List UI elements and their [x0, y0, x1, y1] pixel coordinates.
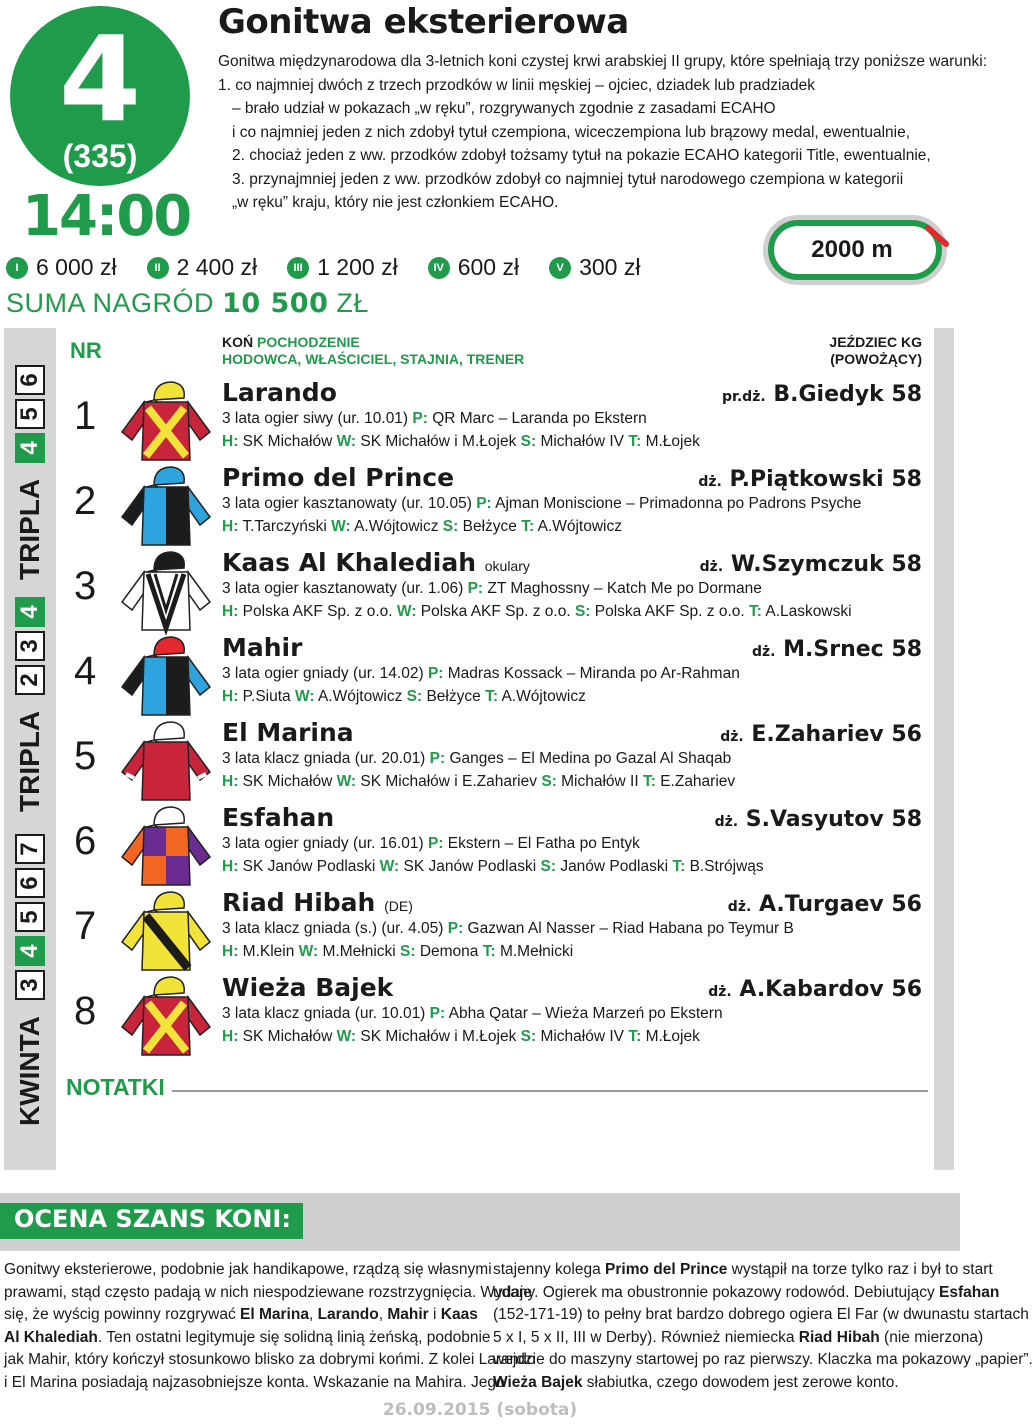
prize-amount: 6 000 zł: [36, 254, 117, 280]
horse-name: [222, 718, 354, 747]
horse-name-text: Mahir: [222, 633, 303, 662]
breeder-label: H:: [222, 688, 239, 705]
jockey-silks: [118, 716, 214, 804]
pedigree: Abha Qatar – Wieża Marzeń po Ekstern: [448, 1005, 723, 1022]
breeder-label: H:: [222, 858, 239, 875]
prize-place-badge: II: [147, 257, 169, 279]
breeder: P.Siuta: [242, 688, 291, 705]
prize-amount: 2 400 zł: [176, 254, 258, 280]
assessment-line: [493, 1372, 955, 1395]
assessment-line: [4, 1327, 491, 1350]
jockey-silks-icon: [118, 971, 214, 1059]
bet-box: 7: [15, 834, 45, 864]
assessment-line: [4, 1349, 536, 1372]
stable: Demona: [419, 943, 479, 960]
bet-box: 3: [15, 631, 45, 661]
assessment-text: słabiutka, czego dowodem jest zerowe konto.: [582, 1373, 899, 1391]
jockey-silks: [118, 971, 214, 1059]
horse-mention: Mahir: [387, 1306, 429, 1323]
horse-header-line2: HODOWCA, WŁAŚCICIEL, STAJNIA, TRENER: [222, 351, 525, 367]
assessment-text: wystąpił na torze tylko raz i był to start: [727, 1261, 993, 1278]
horse-mention: Primo del Prince: [605, 1261, 728, 1278]
trainer: M.Łojek: [645, 433, 700, 450]
distance-label: 2000 m: [811, 236, 893, 263]
assessment-text: Gonitwy eksterierowe, podobnie jak handikapowe, rządzą się własnymi: [4, 1261, 492, 1278]
pedigree: ZT Maghossny – Katch Me po Dormane: [487, 580, 762, 597]
horse-name-text: Riad Hibah: [222, 888, 376, 917]
prize-place-badge: III: [287, 257, 309, 279]
horse-details: [222, 495, 861, 513]
runner-number: 5: [74, 734, 97, 778]
prize-item: [549, 254, 640, 281]
pedigree-label: P:: [476, 495, 492, 512]
bet-type-label: TRIPLA: [14, 478, 45, 580]
trainer: M.Mełnicki: [499, 943, 574, 960]
assessment-title: OCENA SZANS KONI:: [0, 1203, 303, 1239]
owner: M.Mełnicki: [322, 943, 396, 960]
breeder: Polska AKF Sp. z o.o.: [242, 603, 393, 620]
assessment-text: (152-171-19) to pełny brat bardzo dobrego ogiera El Far (w dwunastu startach: [493, 1306, 1029, 1323]
assessment-text: ,: [308, 1306, 318, 1323]
assessment-line: [493, 1259, 993, 1282]
bet-box: 4: [15, 597, 45, 627]
stable-label: S:: [520, 1028, 537, 1045]
stable: Michałów IV: [540, 433, 625, 450]
bet-type-label: KWINTA: [14, 1016, 45, 1126]
runner-number: 1: [74, 394, 97, 438]
horse-mention: Esfahan: [939, 1283, 1000, 1301]
assessment-right-column: [493, 1259, 1033, 1394]
prize-item: [147, 254, 258, 281]
horse-connections: [222, 858, 764, 876]
stable-label: S:: [540, 858, 556, 875]
race-title: Gonitwa eksterierowa: [218, 2, 629, 42]
assessment-text: się, że wyścig powinny rozgrywać: [4, 1306, 241, 1323]
stable-label: S:: [406, 688, 423, 705]
horse-details: [222, 580, 762, 598]
horse-age-sex-color: 3 lata ogier gniady (ur. 14.02): [222, 665, 424, 682]
trainer-label: T:: [749, 603, 762, 620]
jockey-header-line2: (POWOŻĄCY): [830, 351, 922, 367]
horse-mention: Kaas: [440, 1306, 478, 1323]
assessment-line: [4, 1304, 478, 1327]
breeder-label: H:: [222, 1028, 239, 1045]
horse-name: [222, 888, 413, 917]
horse-connections: [222, 688, 586, 706]
runners-table: [56, 328, 934, 1170]
jockey-silks: [118, 376, 214, 464]
horse-name: [222, 378, 337, 407]
breeder-label: H:: [222, 433, 239, 450]
trainer-label: T:: [628, 1028, 642, 1045]
stable-label: S:: [442, 518, 459, 535]
owner: A.Wójtowicz: [354, 518, 439, 535]
trainer-label: T:: [628, 433, 642, 450]
horse-age-sex-color: 3 lata ogier gniady (ur. 16.01): [222, 835, 424, 852]
horse-name-text: Larando: [222, 378, 337, 407]
notes-line: [172, 1090, 928, 1092]
horse-details: [222, 1005, 723, 1023]
horse-mention: Riad Hibah: [798, 1328, 880, 1346]
prize-place-badge: IV: [428, 257, 450, 279]
runner-row: [56, 888, 934, 973]
pedigree: Ganges – El Medina po Gazal Al Shaqab: [449, 750, 732, 767]
runner-number: 4: [74, 649, 97, 693]
prize-sum: [6, 288, 369, 319]
stable-label: S:: [541, 773, 557, 790]
jockey-prefix: pr.dż.: [721, 389, 766, 405]
runner-number: 3: [74, 564, 97, 608]
trainer-label: T:: [482, 943, 496, 960]
jockey-silks: [118, 461, 214, 549]
assessment-text: (nie mierzona): [879, 1328, 984, 1346]
assessment-text: ,: [378, 1306, 388, 1323]
runner-row: [56, 548, 934, 633]
condition-line: Gonitwa międzynarodowa dla 3-letnich koni czystej krwi arabskiej II grupy, które spełniają trzy poniższe warunki:: [218, 53, 988, 70]
owner: Polska AKF Sp. z o.o.: [420, 603, 571, 620]
horse-name-text: Kaas Al Khalediah: [222, 548, 477, 577]
jockey: [700, 552, 922, 577]
jockey-silks-icon: [118, 716, 214, 804]
pedigree: Gazwan Al Nasser – Riad Habana po Teymur B: [467, 920, 794, 937]
horse-header-a: KOŃ: [222, 334, 254, 350]
jockey-name: P.Piątkowski 58: [729, 467, 922, 492]
pedigree: Madras Kossack – Miranda po Ar-Rahman: [447, 665, 740, 682]
race-number: 4: [58, 10, 142, 148]
prize-sum-label: SUMA NAGRÓD: [6, 288, 215, 318]
trainer-label: T:: [485, 688, 498, 705]
pedigree-label: P:: [427, 665, 444, 682]
jockey-silks-icon: [118, 886, 214, 974]
trainer: A.Wójtowicz: [537, 518, 622, 535]
jockey-name: E.Zahariev 56: [751, 722, 922, 747]
jockey-name: B.Giedyk 58: [773, 382, 922, 407]
pedigree-label: P:: [427, 835, 444, 852]
runner-row: [56, 718, 934, 803]
jockey-name: W.Szymczuk 58: [730, 552, 922, 577]
horse-connections: [222, 433, 700, 451]
prize-item: [287, 254, 398, 281]
bet-box: 3: [15, 970, 45, 1000]
stable: Polska AKF Sp. z o.o.: [594, 603, 745, 620]
horse-name: [222, 803, 334, 832]
stable: Bełżyce: [426, 688, 481, 705]
owner: SK Michałów i E.Zahariev: [360, 773, 537, 790]
horse-age-sex-color: 3 lata ogier kasztanowaty (ur. 1.06): [222, 580, 464, 597]
trainer: M.Łojek: [645, 1028, 700, 1045]
assessment-text: 5 x I, 5 x II, III w Derby). Również niemiecka: [493, 1328, 799, 1346]
owner-label: W:: [336, 433, 357, 450]
footer-date: 26.09.2015 (sobota): [382, 1400, 578, 1420]
jockey-name: S.Vasyutov 58: [745, 807, 922, 832]
jockey-name: M.Srnec 58: [783, 637, 922, 662]
assessment-text: jak Mahir, który kończył stosunkowo blisko za dobrymi końmi. Z kolei Larando: [4, 1351, 536, 1368]
horse-mention: Al Khalediah: [4, 1328, 98, 1346]
horse-mention: Larando: [317, 1306, 379, 1323]
condition-line: 1. co najmniej dwóch z trzech przodków w linii męskiej – ojciec, dziadek lub pradziadek: [218, 76, 816, 94]
runner-row: [56, 633, 934, 718]
assessment-header-bar: [0, 1193, 960, 1251]
bet-box: 5: [15, 399, 45, 429]
breeder-label: H:: [222, 773, 239, 790]
tripla-group-2: [14, 365, 46, 580]
horse-age-sex-color: 3 lata klacz gniada (ur. 20.01): [222, 750, 426, 767]
horse-connections: [222, 518, 622, 536]
bet-box: 6: [15, 365, 45, 395]
jockey: [720, 722, 922, 747]
trainer-label: T:: [521, 518, 535, 535]
horse-connections: [222, 943, 573, 961]
jockey-silks-icon: [118, 461, 214, 549]
jockey-name: A.Turgaev 56: [758, 892, 922, 917]
trainer: E.Zahariev: [660, 773, 736, 790]
owner: SK Michałów i M.Łojek: [360, 433, 517, 450]
horse-header: [222, 334, 524, 368]
breeder-label: H:: [222, 518, 239, 535]
stable-label: S:: [574, 603, 591, 620]
condition-line: „w ręku” kraju, który nie jest członkiem ECAHO.: [232, 194, 559, 211]
prize-amount: 600 zł: [457, 254, 520, 280]
prize-amount: 1 200 zł: [317, 254, 398, 280]
jockey-prefix: dż.: [720, 729, 744, 745]
jockey-silks-icon: [118, 546, 214, 634]
jockey-header: [829, 334, 922, 368]
bet-box: 6: [15, 868, 45, 898]
assessment-text: wejdzie do maszyny startowej po raz pierwszy. Klaczka ma pokazowy „papier”.: [493, 1351, 1033, 1368]
trainer: A.Laskowski: [765, 603, 852, 620]
owner-label: W:: [336, 773, 357, 790]
jockey-silks-icon: [118, 801, 214, 889]
jockey: [698, 467, 922, 492]
jockey-silks: [118, 546, 214, 634]
horse-mention: Wieża Bajek: [493, 1373, 583, 1391]
breeder: T.Tarczyński: [242, 518, 327, 535]
race-time: 14:00: [22, 184, 191, 249]
race-id: (335): [62, 138, 138, 174]
bet-box: 4: [15, 936, 45, 966]
owner-label: W:: [396, 603, 417, 620]
horse-details: [222, 920, 794, 938]
jockey-prefix: dż.: [708, 984, 732, 1000]
jockey: [722, 382, 922, 407]
jockey-prefix: dż.: [698, 474, 722, 490]
horse-details: [222, 835, 640, 853]
jockey: [708, 977, 922, 1002]
horse-header-b: POCHODZENIE: [257, 334, 360, 350]
owner: A.Wójtowicz: [317, 688, 403, 705]
runner-row: [56, 803, 934, 888]
breeder: SK Michałów: [242, 433, 333, 450]
assessment-text: . Ten ostatni legitymuje się solidną linią żeńską, podobnie: [97, 1328, 491, 1346]
horse-mention: El Marina: [240, 1306, 309, 1323]
assessment-line: [4, 1282, 532, 1305]
horse-name: [222, 633, 302, 662]
stable: Janów Podlaski: [560, 858, 669, 875]
assessment-text: i: [428, 1306, 441, 1323]
stable-label: S:: [400, 943, 416, 960]
condition-line: 2. chociaż jeden z ww. przodków zdobył tożsamy tytuł na pokazie ECAHO kategorii Title, ewentualnie,: [232, 147, 931, 164]
jockey: [752, 637, 922, 662]
bet-box: 5: [15, 902, 45, 932]
pedigree: Ekstern – El Fatha po Entyk: [447, 835, 640, 852]
assessment-text: stajenny kolega: [493, 1261, 606, 1278]
assessment-line: [4, 1259, 492, 1282]
distance-badge: [762, 214, 952, 286]
jockey-silks-icon: [118, 376, 214, 464]
prize-sum-value: 10 500: [222, 288, 329, 319]
pedigree-label: P:: [412, 410, 428, 427]
kwinta-group: [14, 834, 46, 1126]
owner-label: W:: [294, 688, 315, 705]
horse-details: [222, 410, 647, 428]
owner-label: W:: [298, 943, 319, 960]
horse-name: [222, 463, 454, 492]
race-number-badge: [10, 6, 190, 186]
prize-sum-currency: ZŁ: [336, 288, 369, 318]
owner-label: W:: [379, 858, 400, 875]
stable: Michałów II: [561, 773, 639, 790]
horse-name-text: El Marina: [222, 718, 354, 747]
horse-name-text: Wieża Bajek: [222, 973, 394, 1002]
jockey-prefix: dż.: [699, 559, 724, 575]
runner-number: 7: [74, 904, 97, 948]
jockey-prefix: dż.: [727, 899, 752, 915]
right-margin-bar: [934, 328, 954, 1170]
horse-name-text: Esfahan: [222, 803, 335, 832]
breeder-label: H:: [222, 603, 239, 620]
trainer: B.Strójwąs: [689, 858, 764, 875]
breeder: M.Klein: [242, 943, 295, 960]
breeder: SK Michałów: [242, 773, 333, 790]
owner-label: W:: [336, 1028, 357, 1045]
assessment-line: [493, 1327, 984, 1350]
prize-place-badge: I: [6, 257, 28, 279]
breeder: SK Janów Podlaski: [242, 858, 376, 875]
bet-box: 4: [15, 433, 45, 463]
owner: SK Janów Podlaski: [403, 858, 537, 875]
assessment-line: [4, 1372, 505, 1395]
pedigree-label: P:: [429, 750, 446, 767]
prize-item: [428, 254, 519, 281]
notes-label: NOTATKI: [66, 1074, 165, 1100]
horse-age-sex-color: 3 lata ogier siwy (ur. 10.01): [222, 410, 409, 427]
assessment-line: [493, 1349, 1033, 1372]
assessment-line: [493, 1282, 1000, 1305]
horse-details: [222, 665, 740, 683]
horse-age-sex-color: 3 lata klacz gniada (ur. 10.01): [222, 1005, 426, 1022]
runner-row: [56, 378, 934, 463]
horse-age-sex-color: 3 lata ogier kasztanowaty (ur. 10.05): [222, 495, 472, 512]
assessment-line: [493, 1304, 1029, 1327]
pedigree: QR Marc – Laranda po Ekstern: [432, 410, 647, 427]
jockey-prefix: dż.: [714, 814, 739, 830]
horse-age-sex-color: 3 lata klacz gniada (s.) (ur. 4.05): [222, 920, 444, 937]
horse-note: (DE): [384, 898, 413, 914]
stable: Michałów IV: [540, 1028, 625, 1045]
jockey-name: A.Kabardov 56: [739, 977, 922, 1002]
runner-row: [56, 973, 934, 1058]
pedigree: Ajman Moniscione – Primadonna po Padrons Psyche: [495, 495, 862, 512]
prize-item: [6, 254, 117, 281]
jockey: [715, 807, 922, 832]
pedigree-label: P:: [447, 920, 464, 937]
pedigree-label: P:: [467, 580, 484, 597]
trainer-label: T:: [672, 858, 686, 875]
horse-details: [222, 750, 731, 768]
jockey-silks: [118, 801, 214, 889]
bet-box: 2: [15, 665, 45, 695]
assessment-text: i El Marina posiadają najzasobniejsze konta. Wskazanie na Mahira. Jego: [4, 1373, 505, 1391]
horse-note: okulary: [484, 558, 530, 574]
horse-name: [222, 548, 530, 577]
condition-line: 3. przynajmniej jeden z ww. przodków zdobył co najmniej tytuł narodowego czempiona w kategorii: [232, 170, 904, 188]
jockey: [728, 892, 922, 917]
runner-number: 2: [74, 479, 97, 523]
assessment-left-column: [4, 1259, 536, 1394]
jockey-silks-icon: [118, 631, 214, 719]
owner: SK Michałów i M.Łojek: [360, 1028, 517, 1045]
condition-line: – brało udział w pokazach „w ręku”, rozgrywanych zgodnie z zasadami ECAHO: [232, 100, 776, 117]
horse-connections: [222, 603, 852, 621]
jockey-silks: [118, 886, 214, 974]
horse-connections: [222, 773, 735, 791]
assessment-text: udany. Ogierek ma obustronnie pokazowy rodowód. Debiutujący: [493, 1283, 940, 1301]
stable: Bełżyce: [462, 518, 517, 535]
condition-line: i co najmniej jeden z nich zdobył tytuł czempiona, wiceczempiona lub brązowy medal, ewentualnie,: [232, 123, 911, 141]
trainer: A.Wójtowicz: [501, 688, 586, 705]
runner-row: [56, 463, 934, 548]
runner-number: 6: [74, 819, 97, 863]
owner-label: W:: [331, 518, 351, 535]
race-conditions: [218, 50, 988, 215]
horse-name: [222, 973, 393, 1002]
breeder-label: H:: [222, 943, 239, 960]
pedigree-label: P:: [429, 1005, 446, 1022]
assessment-text: prawami, stąd często padają w nich niespodziewane rozstrzygnięcia. Wydaje: [4, 1283, 532, 1301]
prize-amount: 300 zł: [579, 254, 641, 280]
breeder: SK Michałów: [242, 1028, 333, 1045]
bet-type-label: TRIPLA: [14, 710, 45, 812]
jockey-prefix: dż.: [751, 644, 776, 660]
jockey-silks: [118, 631, 214, 719]
bet-types-sidebar: [4, 328, 56, 1170]
nr-header: NR: [70, 338, 102, 363]
prize-list: [6, 254, 670, 281]
runner-number: 8: [74, 989, 97, 1033]
stable-label: S:: [520, 433, 537, 450]
horse-connections: [222, 1028, 700, 1046]
jockey-header-line1: JEŹDZIEC KG: [829, 334, 922, 350]
prize-place-badge: V: [549, 257, 571, 279]
horse-name-text: Primo del Prince: [222, 463, 455, 492]
tripla-group-1: [14, 597, 46, 812]
trainer-label: T:: [642, 773, 656, 790]
